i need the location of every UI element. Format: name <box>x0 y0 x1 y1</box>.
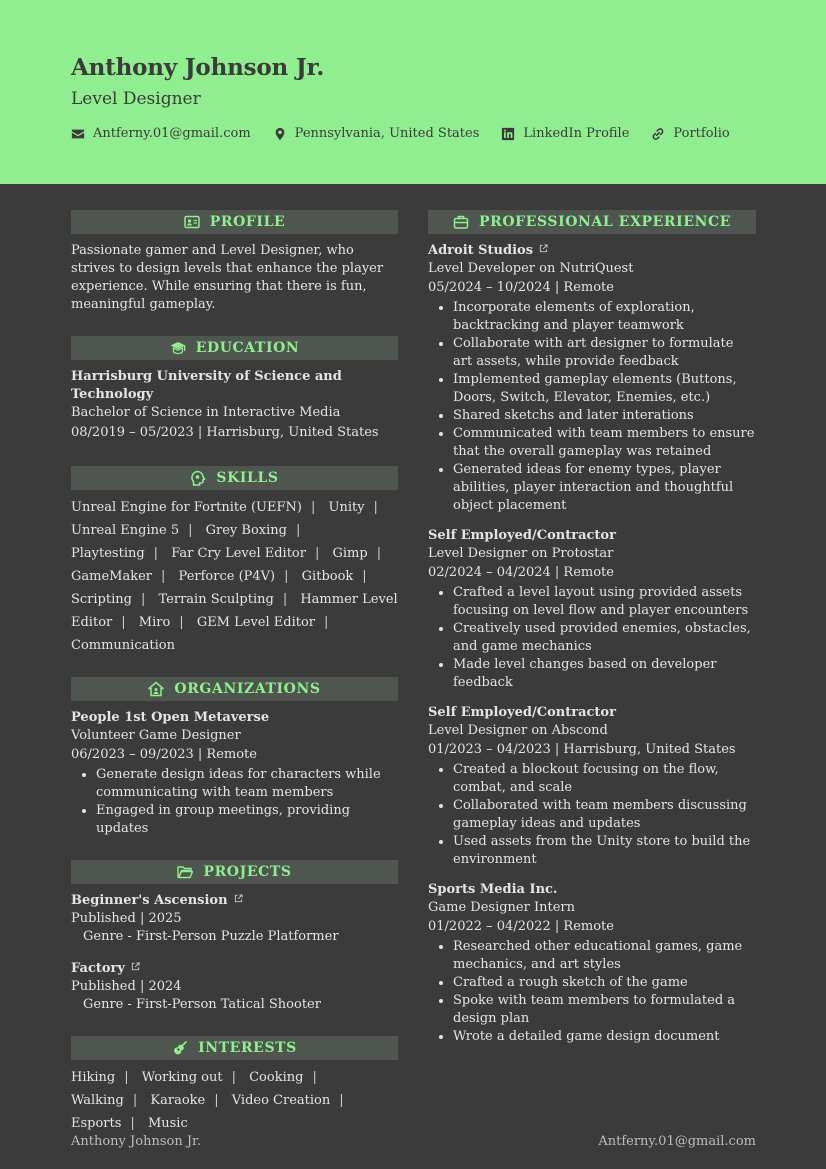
job-meta: 02/2024 – 04/2024 | Remote <box>428 565 614 580</box>
school-name: Harrisburg University of Science and Technology <box>71 369 342 402</box>
profile-heading <box>71 210 398 234</box>
list-item: • Collaborate with art designer to formulate art assets, while provide feedback <box>453 335 756 371</box>
organizations-section <box>71 677 398 838</box>
contact-portfolio-text: Portfolio <box>673 126 730 141</box>
separator: | <box>373 500 378 515</box>
project-genre: Genre - First-Person Tatical Shooter <box>83 997 321 1012</box>
list-item: • Shared sketchs and later interations <box>453 407 756 425</box>
separator: | <box>376 546 382 561</box>
company-name: Sports Media Inc. <box>428 882 558 897</box>
tag-item: Scripting <box>71 592 132 607</box>
job-role: Game Designer Intern <box>428 900 575 915</box>
guitar-icon <box>172 1040 188 1056</box>
separator: | <box>284 569 289 584</box>
organization-meta: 06/2023 – 09/2023 | Remote <box>71 747 257 762</box>
tag-item: Unreal Engine for Fortnite (UEFN) <box>71 500 302 515</box>
map-pin-icon <box>273 127 287 141</box>
list-item: • Used assets from the Unity store to build the environment <box>453 833 756 869</box>
company-name: Self Employed/Contractor <box>428 705 616 720</box>
company-name[interactable]: Adroit Studios <box>428 242 756 260</box>
contact-email-text: Antferny.01@gmail.com <box>93 126 251 141</box>
list-item: • Collaborated with team members discussing gameplay ideas and updates <box>453 797 756 833</box>
education-title: EDUCATION <box>195 340 300 356</box>
tag-item: Karaoke <box>150 1093 206 1108</box>
contact-location <box>273 125 480 143</box>
list-item: • Researched other educational games, game mechanics, and art styles <box>453 938 756 974</box>
interests-heading <box>71 1036 398 1060</box>
tag-item: Cooking <box>249 1070 304 1085</box>
right-column <box>428 210 756 1060</box>
job-role: Level Designer on Protostar <box>428 546 614 561</box>
list-item: • Incorporate elements of exploration, backtracking and player teamwork <box>453 299 756 335</box>
separator: | <box>140 592 146 607</box>
separator: | <box>121 615 126 630</box>
tag-item: Perforce (P4V) <box>178 569 276 584</box>
separator: | <box>362 569 367 584</box>
organization-bullets <box>71 766 398 838</box>
tag-item: Unreal Engine 5 <box>71 523 180 538</box>
tag-item: GEM Level Editor <box>196 615 316 630</box>
list-item: • Creatively used provided enemies, obstacles, and game mechanics <box>453 620 756 656</box>
tag-item: Playtesting <box>71 546 145 561</box>
separator: | <box>339 1093 344 1108</box>
external-link-icon[interactable] <box>539 244 548 253</box>
list-item: • Communicated with team members to ensure that the overall gameplay was retained <box>453 425 756 461</box>
tag-item: Far Cry Level Editor <box>171 546 306 561</box>
job-entry <box>428 704 756 869</box>
project-name[interactable]: Beginner's Ascension <box>71 892 398 910</box>
project-item <box>71 960 398 1014</box>
separator: | <box>231 1070 236 1085</box>
experience-heading <box>428 210 756 234</box>
tag-item: Gimp <box>332 546 368 561</box>
head-gears-icon <box>190 470 206 486</box>
organizations-title: ORGANIZATIONS <box>174 681 321 697</box>
organization-name: People 1st Open Metaverse <box>71 710 270 725</box>
separator: | <box>161 569 166 584</box>
projects-heading <box>71 860 398 884</box>
separator: | <box>214 1093 219 1108</box>
profile-summary: Passionate gamer and Level Designer, who strives to design levels that enhance the player experience. While ensuring that there is fun, meaningful gameplay. <box>71 243 384 312</box>
tag-item: Terrain Sculpting <box>158 592 274 607</box>
separator: | <box>130 1116 135 1131</box>
job-bullets <box>428 938 756 1046</box>
separator: | <box>324 615 329 630</box>
job-bullets <box>428 299 756 515</box>
list-item: • Generated ideas for enemy types, player abilities, player interaction and thoughtful object placement <box>453 461 756 515</box>
projects-title: PROJECTS <box>203 864 292 880</box>
separator: | <box>132 1093 138 1108</box>
project-genre: Genre - First-Person Puzzle Platformer <box>83 929 339 944</box>
contact-portfolio[interactable] <box>651 125 729 143</box>
link-icon <box>651 127 665 141</box>
tag-item: Video Creation <box>231 1093 331 1108</box>
education-heading <box>71 336 398 360</box>
separator: | <box>295 523 301 538</box>
skills-section <box>71 466 398 657</box>
separator: | <box>124 1070 129 1085</box>
graduation-cap-icon <box>170 340 186 356</box>
job-list <box>428 242 756 1046</box>
project-published: Published | 2025 <box>71 911 182 926</box>
candidate-name: Anthony Johnson Jr. <box>71 54 325 81</box>
contact-email[interactable] <box>71 125 251 143</box>
tag-item: Miro <box>138 615 171 630</box>
tag-item: Esports <box>71 1116 122 1131</box>
footer-name: Anthony Johnson Jr. <box>71 1134 201 1149</box>
list-item: • Wrote a detailed game design document <box>453 1028 756 1046</box>
interests-list <box>71 1066 398 1135</box>
linkedin-icon <box>501 127 515 141</box>
tag-item: Gitbook <box>301 569 354 584</box>
contact-linkedin-text: LinkedIn Profile <box>523 126 630 141</box>
job-bullets <box>428 584 756 692</box>
company-name: Self Employed/Contractor <box>428 528 616 543</box>
list-item: • Crafted a level layout using provided assets focusing on level flow and player encounters <box>453 584 756 620</box>
separator: | <box>153 546 159 561</box>
list-item: • Made level changes based on developer feedback <box>453 656 756 692</box>
job-meta: 01/2022 – 04/2022 | Remote <box>428 919 614 934</box>
list-item: • Generate design ideas for characters while communicating with team members <box>96 766 398 802</box>
skills-list <box>71 496 398 657</box>
job-entry <box>428 242 756 515</box>
organization-role: Volunteer Game Designer <box>71 728 241 743</box>
folder-open-icon <box>177 864 193 880</box>
separator: | <box>188 523 193 538</box>
job-role: Level Designer on Abscond <box>428 723 608 738</box>
left-column <box>71 210 398 1149</box>
interests-title: INTERESTS <box>198 1040 297 1056</box>
tag-item: Hammer Level Editor <box>71 592 398 630</box>
profile-section <box>71 210 398 314</box>
tag-item: Walking <box>71 1093 124 1108</box>
contact-location-text: Pennsylvania, United States <box>294 126 480 141</box>
tag-item: Music <box>147 1116 188 1131</box>
separator: | <box>310 500 316 515</box>
job-meta: 01/2023 – 04/2023 | Harrisburg, United States <box>428 742 736 757</box>
list-item: • Engaged in group meetings, providing updates <box>96 802 398 838</box>
page-footer <box>71 1134 756 1149</box>
contact-linkedin[interactable] <box>501 125 629 143</box>
briefcase-icon <box>453 214 469 230</box>
project-name[interactable]: Factory <box>71 960 398 978</box>
projects-section <box>71 860 398 1014</box>
job-role: Level Developer on NutriQuest <box>428 261 634 276</box>
experience-section <box>428 210 756 1046</box>
tag-item: Unity <box>328 500 365 515</box>
project-published: Published | 2024 <box>71 979 182 994</box>
experience-title: PROFESSIONAL EXPERIENCE <box>479 214 731 230</box>
candidate-role: Level Designer <box>71 89 201 109</box>
external-link-icon[interactable] <box>131 962 140 971</box>
separator: | <box>282 592 288 607</box>
tag-item: Working out <box>141 1070 223 1085</box>
job-meta: 05/2024 – 10/2024 | Remote <box>428 280 614 295</box>
list-item: • Created a blockout focusing on the flow, combat, and scale <box>453 761 756 797</box>
degree: Bachelor of Science in Interactive Media <box>71 405 341 420</box>
tag-item: Hiking <box>71 1070 116 1085</box>
house-people-icon <box>148 681 164 697</box>
project-item <box>71 892 398 946</box>
tag-item: GameMaker <box>71 569 153 584</box>
interests-section <box>71 1036 398 1135</box>
contact-list <box>71 125 755 143</box>
list-item: • Crafted a rough sketch of the game <box>453 974 756 992</box>
list-item: • Spoke with team members to formulated a design plan <box>453 992 756 1028</box>
tag-item: Grey Boxing <box>205 523 287 538</box>
skills-title: SKILLS <box>216 470 279 486</box>
job-bullets <box>428 761 756 869</box>
job-entry <box>428 527 756 692</box>
resume-header <box>0 0 826 184</box>
separator: | <box>312 1070 317 1085</box>
job-entry <box>428 881 756 1046</box>
organizations-heading <box>71 677 398 701</box>
envelope-icon <box>71 127 85 141</box>
separator: | <box>179 615 184 630</box>
footer-email: Antferny.01@gmail.com <box>598 1134 756 1149</box>
separator: | <box>314 546 320 561</box>
education-meta: 08/2019 – 05/2023 | Harrisburg, United States <box>71 425 379 440</box>
education-section <box>71 336 398 442</box>
skills-heading <box>71 466 398 490</box>
id-card-icon <box>184 214 200 230</box>
list-item: • Implemented gameplay elements (Buttons, Doors, Switch, Elevator, Enemies, etc.) <box>453 371 756 407</box>
profile-title: PROFILE <box>209 214 286 230</box>
tag-item: Communication <box>71 638 175 653</box>
external-link-icon[interactable] <box>234 894 243 903</box>
